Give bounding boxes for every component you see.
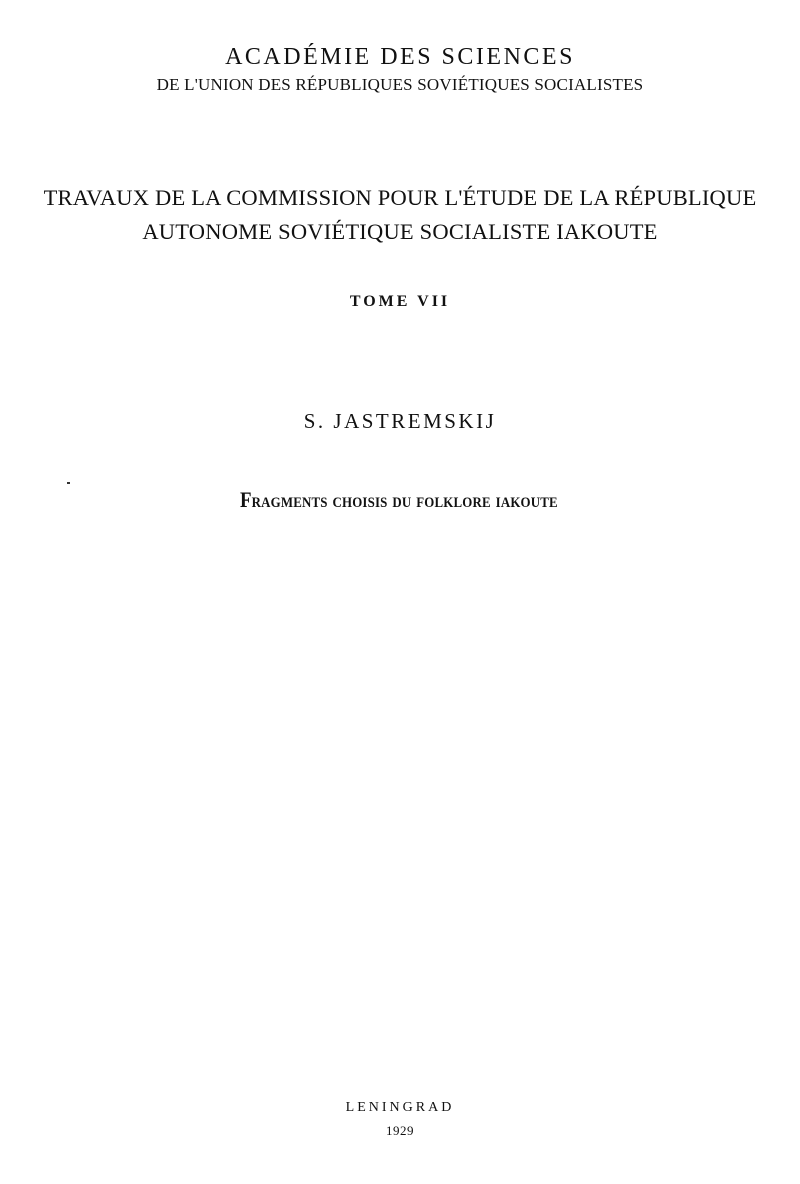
imprint-city: LENINGRAD xyxy=(345,1100,455,1115)
author-name: S. JASTREMSKIJ xyxy=(303,409,497,433)
imprint-year: 1929 xyxy=(386,1123,414,1138)
academy-name: ACADÉMIE DES SCIENCES xyxy=(225,44,575,70)
academy-subtitle: DE L'UNION DES RÉPUBLIQUES SOVIÉTIQUES SOCIALISTES xyxy=(156,75,644,94)
series-title-line-1: TRAVAUX DE LA COMMISSION POUR L'ÉTUDE DE LA RÉPUBLIQUE xyxy=(43,185,757,210)
series-title-line-2: AUTONOME SOVIÉTIQUE SOCIALISTE IAKOUTE xyxy=(142,219,658,244)
print-speck xyxy=(67,482,70,484)
book-title: Fragments choisis du folklore iakoute xyxy=(239,487,558,512)
volume-number: TOME VII xyxy=(349,293,451,310)
